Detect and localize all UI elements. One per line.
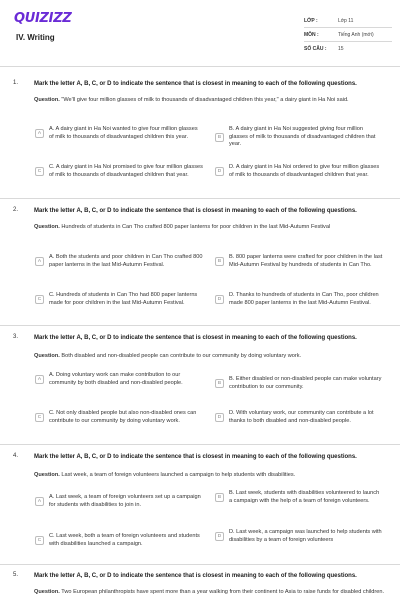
option-a[interactable] [35, 494, 203, 509]
question-text [34, 352, 390, 360]
option-text: D. Thanks to hundreds of students in Can Tho, poor children made 800 paper lanterns in the last Mid-Autumn Festival. [229, 292, 379, 306]
option-letter-box[interactable]: B [215, 379, 224, 388]
option-letter-box[interactable]: C [35, 167, 44, 176]
question-text [34, 96, 390, 104]
question-number: 5. [13, 572, 19, 578]
option-text: B. A dairy giant in Ha Noi suggested giving four million glasses of milk to thousands of disadvantaged children that year. [229, 126, 376, 147]
quizizz-logo [14, 11, 71, 25]
worksheet-title: IV. Writing [16, 33, 55, 42]
meta-value: Lớp 11 [338, 17, 354, 24]
question-body: Hundreds of students in Can Tho crafted 800 paper lanterns for poor children in the last Mid-Autumn Festival [61, 224, 331, 230]
option-text: B. Either disabled or non-disabled people can make voluntary contribution to our community. [229, 376, 382, 390]
question-number: 2. [13, 207, 19, 213]
option-text: D. A dairy giant in Ha Noi ordered to give four million glasses of milk to thousands of disadvantaged children that year. [229, 164, 380, 178]
option-letter-box[interactable]: A [35, 129, 44, 138]
question-body: Both disabled and non-disabled people can contribute to our community by doing voluntary work. [61, 353, 302, 359]
divider [0, 444, 400, 445]
question-text [34, 471, 390, 479]
meta-label: SỐ CÂU : [304, 46, 327, 52]
worksheet-header [0, 0, 400, 64]
question-body: "We'll give four million glasses of milk to thousands of disadvantaged children this year," a dairy giant in Ha Noi said. [61, 97, 349, 103]
option-d[interactable] [215, 410, 383, 425]
option-text: C. Hundreds of students in Can Tho had 800 paper lanterns made for poor children in the last Mid-Autumn Festival. [49, 292, 198, 306]
option-d[interactable] [215, 529, 383, 544]
option-letter-box[interactable]: A [35, 257, 44, 266]
option-d[interactable] [215, 292, 383, 307]
question-instruction: Mark the letter A, B, C, or D to indicate the sentence that is closest in meaning to each of the following questions. [34, 335, 357, 341]
option-letter-box[interactable]: B [215, 133, 224, 142]
option-c[interactable] [35, 292, 203, 307]
option-text: C. Not only disabled people but also non-disabled ones can contribute to our community by doing voluntary work. [49, 410, 197, 424]
option-d[interactable] [215, 164, 383, 179]
question-number: 4. [13, 453, 19, 459]
meta-value: Tiếng Anh (mới) [338, 31, 374, 38]
question-body: Last week, a team of foreign volunteers launched a campaign to help students with disabilities. [61, 472, 296, 478]
option-c[interactable] [35, 164, 203, 179]
option-letter-box[interactable]: D [215, 295, 224, 304]
option-b[interactable] [215, 376, 383, 391]
meta-count-row [304, 42, 392, 56]
option-letter-box[interactable]: B [215, 257, 224, 266]
option-text: A. Last week, a team of foreign volunteers set up a campaign for students with disabilities to join in. [49, 494, 201, 508]
option-text: C. A dairy giant in Ha Noi promised to give four million glasses of milk to thousands of disadvantaged children that year. [49, 164, 203, 178]
option-text: A. Doing voluntary work can make contribution to our community by both disabled and non-disabled people. [49, 372, 183, 386]
meta-label: LỚP : [304, 17, 318, 24]
option-c[interactable] [35, 533, 203, 548]
option-c[interactable] [35, 410, 203, 425]
question-label: Question. [34, 353, 60, 359]
question-number: 1. [13, 80, 19, 86]
option-text: A. A dairy giant in Ha Noi wanted to give four million glasses of milk to thousands of disadvantaged children this year. [49, 126, 198, 140]
logo-text: QUIZIZZ [14, 10, 72, 26]
meta-subject-row [304, 28, 392, 42]
option-text: B. Last week, students with disabilities volunteered to launch a campaign with the help of a team of foreign volunteers. [229, 490, 380, 504]
option-letter-box[interactable]: D [215, 413, 224, 422]
option-a[interactable] [35, 126, 203, 141]
divider [0, 198, 400, 199]
question-number: 3. [13, 334, 19, 340]
option-b[interactable] [215, 254, 383, 269]
option-b[interactable] [215, 126, 383, 149]
question-label: Question. [34, 97, 60, 103]
question-text [34, 223, 390, 231]
question-label: Question. [34, 589, 60, 595]
option-letter-box[interactable]: C [35, 413, 44, 422]
question-instruction: Mark the letter A, B, C, or D to indicate the sentence that is closest in meaning to each of the following questions. [34, 81, 357, 87]
option-text: D. Last week, a campaign was launched to help students with disabilities by a team of foreign volunteers [229, 529, 382, 543]
meta-class-row [304, 14, 392, 28]
option-text: B. 800 paper lanterns were crafted for poor children in the last Mid-Autumn Festival by hundreds of students in Can Tho. [229, 254, 383, 268]
question-label: Question. [34, 472, 60, 478]
question-body: Two European philanthropists have spent more than a year walking from their continent to Asia to raise funds for disabled children. [61, 589, 385, 595]
option-letter-box[interactable]: D [215, 167, 224, 176]
option-letter-box[interactable]: C [35, 536, 44, 545]
divider [0, 564, 400, 565]
option-a[interactable] [35, 372, 203, 387]
worksheet-meta [304, 14, 392, 56]
option-letter-box[interactable]: D [215, 532, 224, 541]
option-text: C. Last week, both a team of foreign volunteers and students with disabilities launched a campaign. [49, 533, 200, 547]
option-letter-box[interactable]: A [35, 497, 44, 506]
option-b[interactable] [215, 490, 383, 505]
option-text: A. Both the students and poor children in Can Tho crafted 800 paper lanterns in the last Mid-Autumn Festival. [49, 254, 203, 268]
option-a[interactable] [35, 254, 203, 269]
option-letter-box[interactable]: B [215, 493, 224, 502]
divider [0, 325, 400, 326]
meta-label: MÔN : [304, 31, 319, 38]
question-text [34, 588, 390, 596]
option-letter-box[interactable]: C [35, 295, 44, 304]
option-text: D. With voluntary work, our community can contribute a lot thanks to both disabled and non-disabled people. [229, 410, 374, 424]
question-instruction: Mark the letter A, B, C, or D to indicate the sentence that is closest in meaning to each of the following questions. [34, 454, 357, 460]
question-instruction: Mark the letter A, B, C, or D to indicate the sentence that is closest in meaning to each of the following questions. [34, 208, 357, 214]
meta-value: 15 [338, 46, 344, 52]
divider [0, 66, 400, 67]
option-letter-box[interactable]: A [35, 375, 44, 384]
question-instruction: Mark the letter A, B, C, or D to indicate the sentence that is closest in meaning to each of the following questions. [34, 573, 357, 579]
question-label: Question. [34, 224, 60, 230]
